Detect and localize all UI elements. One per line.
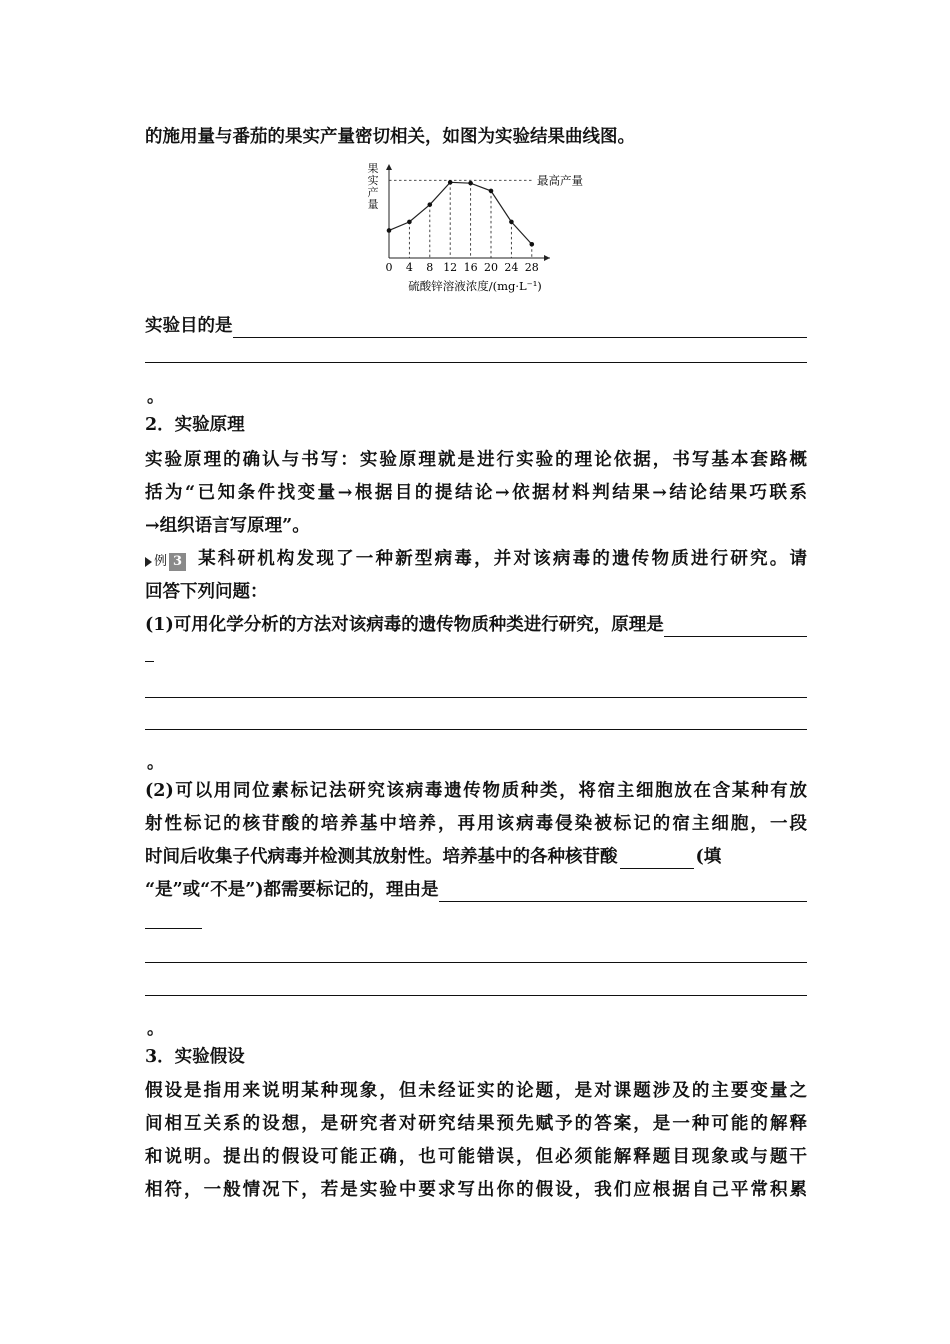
x-tick-label: 0 xyxy=(385,261,393,274)
question-1 xyxy=(145,613,807,637)
x-axis-arrow-icon xyxy=(544,255,550,261)
goal-answer-blank[interactable] xyxy=(233,319,808,338)
example-3-line-1 xyxy=(145,547,807,571)
section-3-line-4: 相符，一般情况下，若是实验中要求写出你的假设，我们应根据自己平常积累 xyxy=(145,1180,807,1200)
data-point xyxy=(530,242,535,247)
max-yield-annotation: 最高产量 xyxy=(537,173,583,188)
y-axis-arrow-icon xyxy=(386,164,392,170)
yield-series-line xyxy=(389,182,532,244)
question-2-reason-label: “是”或“不是”)都需要标记的，理由是 xyxy=(145,880,439,900)
section-2-heading: 2．实验原理 xyxy=(145,415,245,435)
goal-question xyxy=(145,314,807,338)
question-1-answer-blank[interactable] xyxy=(664,618,807,637)
data-point xyxy=(387,228,392,233)
question-2-label-blank[interactable] xyxy=(620,850,694,869)
question-2-line-1: (2)可以用同位素标记法研究该病毒遗传物质种类，将宿主细胞放在含某种有放 xyxy=(145,781,807,801)
question-1-answer-line-3[interactable] xyxy=(145,729,807,730)
section-2-line-2: 括为“已知条件找变量→根据目的提结论→依据材料判结果→结论结果巧联系 xyxy=(145,483,807,503)
section-3-line-2: 间相互关系的设想，是研究者对研究结果预先赋予的答案，是一种可能的解释 xyxy=(145,1114,807,1134)
example-badge-label: 例 xyxy=(154,553,168,569)
section-3-line-1: 假设是指用来说明某种现象，但未经证实的论题，是对课题涉及的主要变量之 xyxy=(145,1081,807,1101)
question-2-line-3-text: 时间后收集子代病毒并检测其放射性。培养基中的各种核苷酸 xyxy=(145,847,618,867)
question-2-reason-blank[interactable] xyxy=(439,883,807,902)
example-3-text: 某科研机构发现了一种新型病毒，并对该病毒的遗传物质进行研究。请 xyxy=(198,549,807,569)
question-2-line-2: 射性标记的核苷酸的培养基中培养，再用该病毒侵染被标记的宿主细胞，一段 xyxy=(145,814,807,834)
question-2-line-3-suffix: (填 xyxy=(695,847,722,867)
x-tick-label: 4 xyxy=(405,261,413,274)
example-badge xyxy=(145,552,186,571)
section-2-line-3: →组织语言写原理”。 xyxy=(145,516,310,536)
question-1-answer-line-2[interactable] xyxy=(145,697,807,698)
question-2-reason-line-2[interactable] xyxy=(145,962,807,963)
x-tick-label: 8 xyxy=(426,261,434,274)
period-mark: 。 xyxy=(147,387,164,407)
goal-label: 实验目的是 xyxy=(145,316,233,336)
example-3-line-2: 回答下列问题： xyxy=(145,582,268,602)
section-3-line-3: 和说明。提出的假设可能正确，也可能错误，但必须能解释题目现象或与题干 xyxy=(145,1147,807,1167)
period-mark: 。 xyxy=(147,753,164,773)
x-tick-label: 28 xyxy=(524,261,539,274)
question-2-reason-line-3[interactable] xyxy=(145,995,807,996)
question-1-text: (1)可用化学分析的方法对该病毒的遗传物质种类进行研究，原理是 xyxy=(145,615,664,635)
section-3-heading: 3．实验假设 xyxy=(145,1047,245,1067)
data-point xyxy=(468,181,473,186)
triangle-icon xyxy=(145,557,152,567)
data-point xyxy=(448,180,453,185)
data-point xyxy=(509,220,514,225)
question-2-reason-stub[interactable] xyxy=(145,910,202,929)
question-2-line-3 xyxy=(145,845,807,869)
question-1-answer-stub[interactable] xyxy=(145,643,154,662)
section-2-line-1: 实验原理的确认与书写：实验原理就是进行实验的理论依据，书写基本套路概 xyxy=(145,450,807,470)
data-point xyxy=(428,202,433,207)
yield-line-chart xyxy=(360,160,583,300)
x-tick-label: 24 xyxy=(504,261,519,274)
period-mark: 。 xyxy=(147,1019,164,1039)
goal-answer-line-2[interactable] xyxy=(145,362,807,363)
y-axis-label: 果实产量 xyxy=(367,162,379,211)
example-badge-number: 3 xyxy=(169,553,186,571)
question-2-line-4 xyxy=(145,878,807,902)
x-tick-label: 12 xyxy=(443,261,458,274)
x-tick-label: 16 xyxy=(463,261,478,274)
data-point xyxy=(489,189,494,194)
intro-text: 的施用量与番茄的果实产量密切相关，如图为实验结果曲线图。 xyxy=(145,127,635,147)
x-axis-label: 硫酸锌溶液浓度/(mg·L⁻¹) xyxy=(408,279,542,293)
x-tick-label: 20 xyxy=(484,261,498,274)
data-point xyxy=(407,220,412,225)
